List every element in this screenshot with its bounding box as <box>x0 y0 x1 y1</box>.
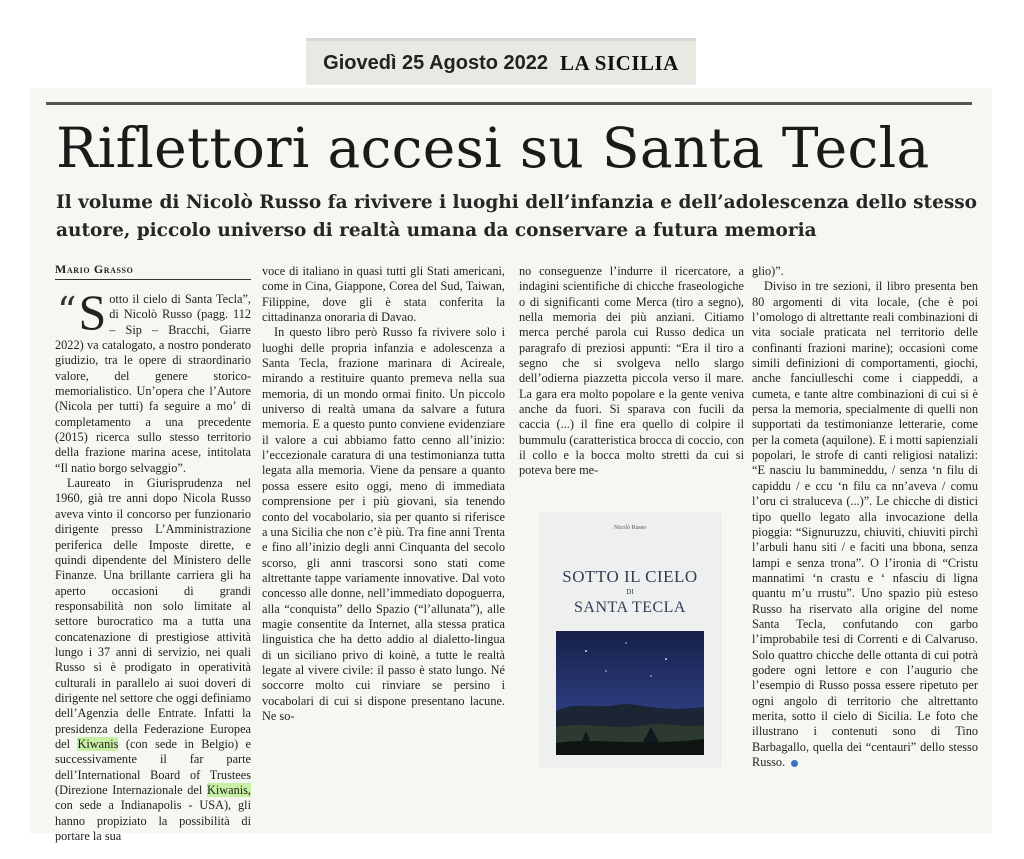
article-column-2 <box>262 264 505 724</box>
article-column-1 <box>55 284 252 844</box>
paragraph <box>55 476 251 844</box>
book-cover-painting <box>556 631 704 755</box>
paragraph-text: Diviso in tre sezioni, il libro presenta ben 80 argomenti di vita locale, (che è poi l’omologo di altrettante reali combinazioni di vita sociale praticata nel territorio delle confinanti frazioni marine); occasioni come simili definizioni di comportamenti, giochi, anche fanciulleschi come i ciappeddi, a cumeta, e tante altre combinazioni di cui si è persa la memoria, specialmente di quelli non supportati da testimonianze letterarie, come per la cometa (aquilone). E i motti sapienziali popolari, le strofe di canti religiosi natalizi: “E nasciu lu bammineddu, / senza ‘n filu di capiddu / e ccu ‘n filu ca nn’aveva / comu l’oru ci straluceva (...)”. Le chicche di distici tipo quello legato alla invocazione della pioggia: “Signuruzzu, chiuviti, chiuviti pirchì l’arbuli hanu siti / e faciti una bbona, senza lampi e senza trona”. O l’ironia di “Cristu mannatimi ‘n crastu e ‘ nfasciu di ligna quantu m’u rrustu”. Uno spazio più esteso Russo ha riservato alla origine del nome Santa Tecla, confutando con garbo l’improbabile tesi di Correnti e di Calvaruso. Solo quattro chicche delle ottanta di cui potrà godere ogni lettore e con l’augurio che l’esempio di Russo possa essere ripetuto per ogni angolo di territorio che altrettanto merita, sotto il cielo di Sicilia. Le foto che illustrano i contenuti sono di Tino Barbagallo, quella dei “centauri” dello stesso Russo. <box>752 279 978 769</box>
book-cover-title-line3: SANTA TECLA <box>574 599 686 616</box>
paragraph-text: (con sede in Belgio) e successivamente il far parte dell’International Board of Trustees (Direzione Internazionale del <box>55 736 252 797</box>
paragraph-text: con sede a Indianapolis - USA), gli hanno propiziato la possibilità di portare la sua <box>55 798 251 844</box>
book-cover-title-line1: SOTTO IL CIELO <box>562 567 698 586</box>
highlighted-kiwanis: Kiwanis <box>77 736 119 751</box>
paragraph: voce di italiano in quasi tutti gli Stati americani, come in Cina, Giappone, Corea del Sud, Taiwan, Filippine, dove gli è stata conferita la cittadinanza onoraria di Davao. <box>262 264 505 325</box>
paragraph: no conseguenze l’indurre il ricercatore, a indagini scientifiche di chicche fraseologiche o di significanti come Merca (tiro a segno), nella memoria dei più anziani. Citiamo merca perché parola cui Russo dedica un paragrafo di preziosi appunti: “Era il tiro a segno che si svolgeva nello slargo dell’odierna piazzetta piccola verso il mare. La gara era molto popolare e la gente veniva anche da fuori. Si sparava con fucili da caccia (...) il fine era quello di colpire il bummulu (caratteristica brocca di coccio, con il collo e la bocca molto stretti da cui si poteva bere me- <box>519 264 744 478</box>
book-cover-title-line2: DI <box>626 588 634 596</box>
paragraph-text: Laureato in Giurisprudenza nel 1960, già tre anni dopo Nicola Russo aveva vinto il concorso per funzionario dirigente presso L’Amministrazione periferica delle Imposte dirette, e quindi dipendente del Ministero delle Finanze. Una brillante carriera gli ha aperto occasioni di grandi responsabilità non solo limitate al settore burocratico ma a tutta una concatenazione di prestigiose attività lungo i 37 anni di servizio, nei quali Russo si è prodigato in operatività culturali in parallelo ai suoi doveri di dirigente nel settore che oggi definiamo dell’Agenzia delle Entrate. Infatti la presidenza della Federazione Europea del <box>55 476 251 751</box>
book-cover-author: Nicolò Russo <box>613 525 647 531</box>
article-column-4 <box>752 264 978 770</box>
paragraph <box>752 279 978 770</box>
article-column-3 <box>519 264 744 479</box>
masthead-date: Giovedì 25 Agosto 2022 <box>323 51 549 74</box>
paragraph: glio)”. <box>752 264 784 278</box>
article-headline: Riflettori accesi su Santa Tecla <box>56 116 930 180</box>
drop-quote: “ <box>57 289 77 333</box>
highlighted-kiwanis: Kiwanis, <box>206 783 251 797</box>
masthead <box>306 38 696 85</box>
book-cover-image <box>540 513 720 767</box>
end-of-article-dot-icon <box>791 760 798 767</box>
drop-cap: S <box>78 284 107 340</box>
paragraph: In questo libro però Russo fa rivivere solo i luoghi delle propria infanzia e adolescenza a Santa Tecla, frazione marinara di Acireale, mirando a restituire quanto premeva nella sua memoria, di un mondo ormai finito. Un piccolo universo di realtà umana da salvare a futura memoria. E a questo punto conviene evidenziare il valore a cui abbiamo fatto cenno all’inizio: l’eccezionale caratura di una testimonianza tutta legata alla memoria. Viene da pensare a quanto possa essere esito oggi, meno di immediata comprensione per i più giovani, sia tenendo conto del vocabolario, sia per quanto si riferisce a una Sicilia che non c’è più. Tra fine anni Trenta e fino all’inizio degli anni Cinquanta del secolo scorso, gli anni trascorsi sono stati come altrettante tappe variamente innovative. Dal voto concesso alle donne, nell’immediato dopoguerra, alla “conquista” dello Spazio (“l’allunata”), alle magie consentite da Internet, alla stessa pratica linguistica che ha detto addio al dialetto-lingua di un siciliano privo di koinè, a tutte le realtà legate al vivere civile: il passo è stato lungo. Né soccorre molto cui rinviare se persino i vocabolari di cui si dispone presentano lacune. Ne so- <box>262 325 505 723</box>
paragraph-text: otto il cielo di Santa Tecla”, di Nicolò Russo (pagg. 112 – Sip – Bracchi, Giarre 2022) va catalogato, a nostro ponderato giudizio, tra le opere di straordinario valore, del genere storico-memorialistico. Un’opera che l’Autore (Nicola per tutti) fa seguire a mo’ di completamento a una precedente (2015) ricerca sullo stesso territorio della frazione marina acese, intitolata “Il natio borgo selvaggio”. <box>55 292 251 475</box>
article-byline: Mario Grasso <box>55 262 251 280</box>
article-subhead: Il volume di Nicolò Russo fa rivivere i luoghi dell’infanzia e dell’adolescenza dello stesso autore, piccolo universo di realtà umana da conservare a futura memoria <box>56 192 978 241</box>
newspaper-logo: LA SICILIA <box>560 50 679 75</box>
paragraph <box>55 284 251 476</box>
